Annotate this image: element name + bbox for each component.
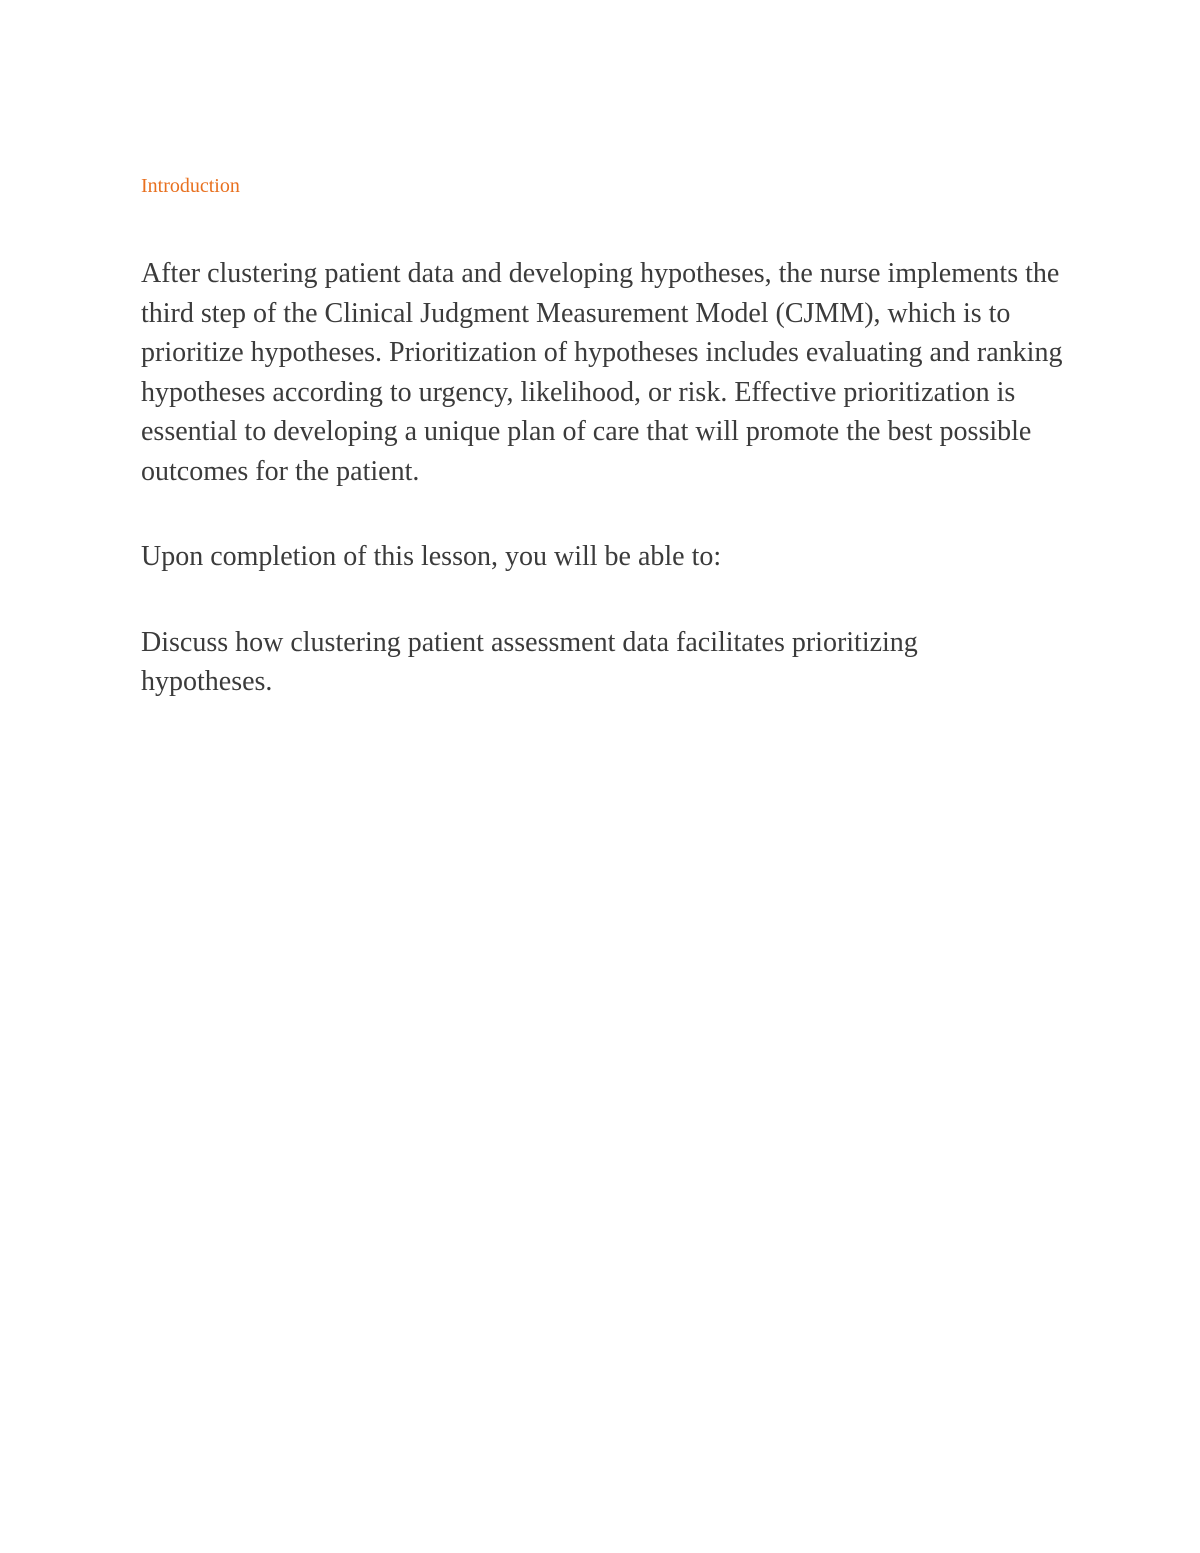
learning-objective: Discuss how clustering patient assessment data facilitates prioritizing hypotheses. <box>141 626 918 697</box>
objectives-lead-in: Upon completion of this lesson, you will be able to: <box>141 541 722 572</box>
intro-paragraph: After clustering patient data and developing hypotheses, the nurse implements the third step of the Clinical Judgment Measurement Model (CJMM), which is to prioritize hypotheses. Prioritization of hypotheses includes evaluating and ranking hypotheses according to urgency, likelihood, or risk. Effective prioritization is essential to developing a unique plan of care that will promote the best possible outcomes for the patient. <box>141 258 1063 487</box>
section-heading: Introduction <box>141 175 240 197</box>
document-content <box>141 172 1071 748</box>
